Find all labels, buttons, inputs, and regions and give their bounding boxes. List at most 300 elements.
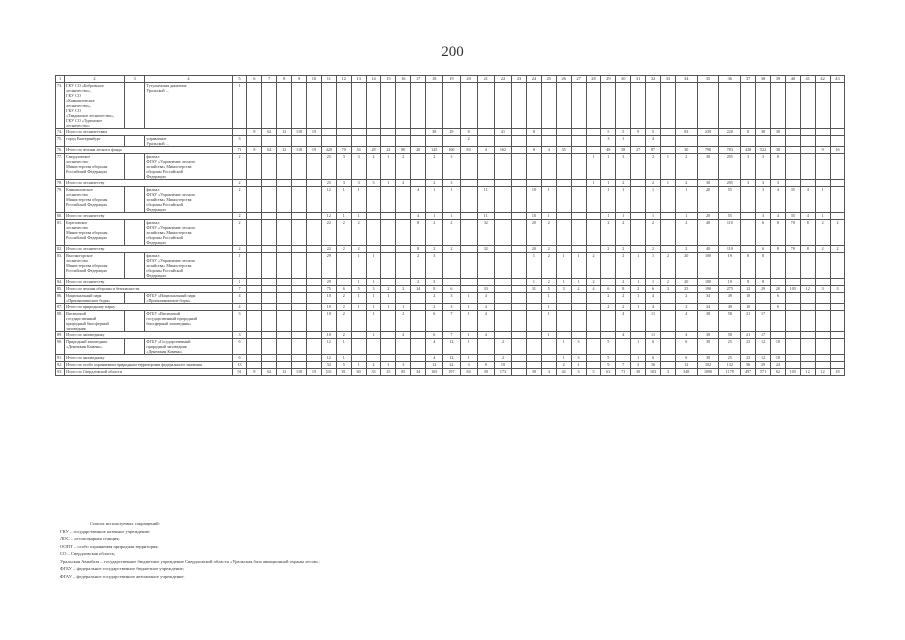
value-cell <box>336 83 351 129</box>
value-cell <box>262 253 277 279</box>
value-cell: 25 <box>321 180 336 187</box>
value-cell: 62 <box>262 369 277 376</box>
row-org-cell: Тугулымская динатома Уральской ... <box>145 83 232 129</box>
value-cell: 783 <box>719 147 741 154</box>
value-cell: 1 <box>571 253 586 279</box>
value-cell <box>477 154 494 180</box>
value-cell: 2 <box>381 286 396 293</box>
value-cell <box>556 83 571 129</box>
value-cell: 1 <box>381 154 396 180</box>
value-cell: 81 <box>336 369 351 376</box>
value-cell <box>411 355 426 362</box>
value-cell <box>556 304 571 311</box>
value-cell: 4 <box>586 286 601 293</box>
value-cell: 34 <box>697 293 719 304</box>
value-cell: 9 <box>601 362 616 369</box>
row-number-cell: 77. <box>56 154 65 180</box>
value-cell: 2 <box>571 286 586 293</box>
value-cell <box>351 332 366 339</box>
value-cell <box>830 154 845 180</box>
value-cell: 19 <box>307 129 322 136</box>
value-cell <box>381 220 396 246</box>
value-cell: 1 <box>426 213 443 220</box>
value-cell <box>512 246 527 253</box>
value-cell <box>460 180 477 187</box>
value-cell: 1 <box>460 293 477 304</box>
value-cell: 12 <box>756 339 771 355</box>
value-cell: 9 <box>631 129 646 136</box>
value-cell: 2 <box>541 246 556 253</box>
value-cell <box>756 304 771 311</box>
value-cell <box>477 180 494 187</box>
value-cell: 1 <box>351 293 366 304</box>
header-cell: 23 <box>512 76 527 83</box>
value-cell <box>785 362 800 369</box>
value-cell: 6 <box>770 304 785 311</box>
value-cell <box>785 339 800 355</box>
value-cell <box>411 332 426 339</box>
value-cell <box>631 213 646 220</box>
value-cell: 3 <box>351 180 366 187</box>
header-cell: 39 <box>770 76 785 83</box>
value-cell: 6 <box>756 246 771 253</box>
value-cell <box>366 187 381 213</box>
value-cell: 1 <box>660 154 675 180</box>
value-cell: 39 <box>526 369 541 376</box>
value-cell <box>411 339 426 355</box>
value-cell <box>541 339 556 355</box>
value-cell: 2 <box>631 286 646 293</box>
header-cell: 7 <box>262 76 277 83</box>
value-cell: 2 <box>601 220 616 246</box>
header-cell: 15 <box>381 76 396 83</box>
header-cell: 19 <box>443 76 460 83</box>
value-cell <box>277 293 292 304</box>
row-number-cell: 74. <box>56 129 65 136</box>
table-row <box>56 286 845 293</box>
value-cell: 1 <box>366 332 381 339</box>
value-cell <box>396 355 411 362</box>
value-cell: 3 <box>366 286 381 293</box>
value-cell: 1 <box>675 213 697 220</box>
value-cell <box>556 136 571 147</box>
value-cell: 1 <box>616 213 631 220</box>
row-org-cell: ФГБУ «Государственный природный заповедник «Денежкин Камень» <box>145 339 232 355</box>
value-cell: 30 <box>675 147 697 154</box>
value-cell: 2 <box>396 332 411 339</box>
value-cell <box>660 339 675 355</box>
value-cell: 31 <box>526 286 541 293</box>
value-cell: 3 <box>571 339 586 355</box>
value-cell: 10 <box>321 332 336 339</box>
value-cell: 3 <box>336 180 351 187</box>
value-cell: 3 <box>741 154 756 180</box>
value-cell: 8 <box>411 220 426 246</box>
value-cell: 1 <box>541 332 556 339</box>
value-cell: 3 <box>741 180 756 187</box>
value-cell <box>277 355 292 362</box>
value-cell <box>307 220 322 246</box>
value-cell: 5 <box>646 129 661 136</box>
value-cell: 1 <box>631 253 646 279</box>
value-cell: 8 <box>800 246 815 253</box>
value-cell: 49 <box>719 293 741 304</box>
value-cell: 1 <box>541 187 556 213</box>
value-cell: 1 <box>541 304 556 311</box>
value-cell: 8 <box>477 362 494 369</box>
value-cell <box>494 213 511 220</box>
value-cell: 2 <box>411 279 426 286</box>
value-cell <box>800 180 815 187</box>
value-cell <box>512 213 527 220</box>
value-cell <box>660 220 675 246</box>
value-cell: 5 <box>336 362 351 369</box>
value-cell <box>366 136 381 147</box>
value-cell <box>366 246 381 253</box>
value-cell: 30 <box>697 355 719 362</box>
value-cell <box>277 213 292 220</box>
value-cell: 2 <box>336 220 351 246</box>
value-cell <box>526 154 541 180</box>
value-cell: 14 <box>411 286 426 293</box>
value-cell: 3 <box>232 311 247 332</box>
value-cell: 8 <box>247 147 262 154</box>
header-cell: 10 <box>307 76 322 83</box>
page-number: 200 <box>441 44 464 60</box>
value-cell <box>247 332 262 339</box>
value-cell: 38 <box>426 129 443 136</box>
row-name-cell: город Екатеринбург <box>65 136 125 147</box>
value-cell: 4 <box>232 293 247 304</box>
value-cell: 3 <box>571 369 586 376</box>
value-cell <box>815 136 830 147</box>
value-cell <box>660 311 675 332</box>
value-cell: 798 <box>697 147 719 154</box>
value-cell <box>646 83 661 129</box>
value-cell <box>512 332 527 339</box>
value-cell: 62 <box>262 147 277 154</box>
value-cell: 29 <box>321 253 336 279</box>
value-cell: 1 <box>586 154 601 180</box>
value-cell: 1178 <box>719 369 741 376</box>
value-cell <box>396 220 411 246</box>
value-cell: 2 <box>815 220 830 246</box>
value-cell: 3 <box>556 286 571 293</box>
value-cell <box>770 279 785 286</box>
value-cell: 2 <box>426 180 443 187</box>
value-cell <box>247 279 262 286</box>
value-cell <box>556 311 571 332</box>
row-number-cell: 90. <box>56 339 65 355</box>
value-cell <box>571 293 586 304</box>
value-cell: 12 <box>321 355 336 362</box>
value-cell <box>586 355 601 362</box>
value-cell <box>307 311 322 332</box>
value-cell <box>460 213 477 220</box>
row-org-cell: филиал ФГАУ «Управление лесного хозяйства» Министерства обороны Российской Федерации <box>145 154 232 180</box>
value-cell: 1 <box>631 293 646 304</box>
value-cell <box>292 213 307 220</box>
value-cell <box>512 362 527 369</box>
value-cell <box>381 339 396 355</box>
value-cell <box>247 304 262 311</box>
value-cell: 2 <box>616 253 631 279</box>
row-title-cell: Итого по природному парку <box>65 304 232 311</box>
abbreviations-list <box>60 528 560 581</box>
value-cell: 3 <box>660 369 675 376</box>
value-cell <box>785 293 800 304</box>
value-cell: 1 <box>571 362 586 369</box>
value-cell: 3 <box>443 154 460 180</box>
value-cell: 2 <box>443 220 460 246</box>
header-cell: 5 <box>232 76 247 83</box>
value-cell <box>815 332 830 339</box>
row-number-cell: 88. <box>56 311 65 332</box>
value-cell: 19 <box>719 253 741 279</box>
value-cell: 25 <box>381 369 396 376</box>
value-cell <box>336 136 351 147</box>
value-cell <box>512 339 527 355</box>
value-cell: 22 <box>321 246 336 253</box>
value-cell <box>571 154 586 180</box>
value-cell: 2 <box>232 154 247 180</box>
value-cell: 1 <box>586 180 601 187</box>
value-cell: 162 <box>494 147 511 154</box>
value-cell <box>512 180 527 187</box>
value-cell: 1 <box>366 304 381 311</box>
value-cell <box>526 362 541 369</box>
value-cell <box>541 362 556 369</box>
value-cell: 12 <box>426 362 443 369</box>
value-cell: 4 <box>646 304 661 311</box>
value-cell: 1 <box>232 279 247 286</box>
row-title-cell: Итого по лесничеству <box>65 213 232 220</box>
value-cell <box>494 304 511 311</box>
value-cell <box>512 136 527 147</box>
value-cell: 20 <box>697 213 719 220</box>
value-cell <box>494 286 511 293</box>
value-cell <box>247 180 262 187</box>
value-cell: 10 <box>321 293 336 304</box>
table-row <box>56 253 845 279</box>
value-cell: 12 <box>800 286 815 293</box>
value-cell <box>381 83 396 129</box>
value-cell <box>477 83 494 129</box>
value-cell: 8 <box>756 279 771 286</box>
header-cell: 18 <box>426 76 443 83</box>
value-cell: 2 <box>460 136 477 147</box>
value-cell <box>815 293 830 304</box>
value-cell <box>571 147 586 154</box>
value-cell <box>443 136 460 147</box>
value-cell: 30 <box>697 154 719 180</box>
value-cell <box>660 136 675 147</box>
value-cell: 3 <box>830 286 845 293</box>
value-cell: 32 <box>477 220 494 246</box>
value-cell <box>785 253 800 279</box>
value-cell: 1090 <box>697 369 719 376</box>
value-cell: 12 <box>800 369 815 376</box>
value-cell <box>396 213 411 220</box>
value-cell <box>307 180 322 187</box>
row-name-cell: Березовское лесничество Министерства обороны Российской Федерации <box>65 220 125 246</box>
value-cell: 5 <box>541 286 556 293</box>
value-cell <box>277 339 292 355</box>
row-org-cell: филиал ФГАУ «Управление лесного хозяйства» Министерства обороны Российской Федерации <box>145 220 232 246</box>
value-cell <box>512 253 527 279</box>
header-cell: 40 <box>785 76 800 83</box>
value-cell <box>494 293 511 304</box>
value-cell: 6 <box>770 293 785 304</box>
row-name-cell: Висимский государственный природный биосферный заповедник <box>65 311 125 332</box>
value-cell <box>477 136 494 147</box>
value-cell <box>307 83 322 129</box>
value-cell <box>494 83 511 129</box>
header-cell: 37 <box>741 76 756 83</box>
value-cell: 11 <box>477 187 494 213</box>
value-cell: 428 <box>741 147 756 154</box>
table-row <box>56 147 845 154</box>
value-cell: 1 <box>675 187 697 213</box>
value-cell: 4 <box>646 136 661 147</box>
value-cell: 75 <box>321 286 336 293</box>
value-cell <box>586 246 601 253</box>
value-cell <box>815 311 830 332</box>
value-cell <box>660 187 675 213</box>
header-cell: 42 <box>815 76 830 83</box>
row-title-cell: Итого по заповеднику <box>65 355 232 362</box>
value-cell <box>785 304 800 311</box>
value-cell: 3 <box>756 213 771 220</box>
value-cell: 2 <box>426 246 443 253</box>
value-cell <box>526 83 541 129</box>
value-cell: 8 <box>741 279 756 286</box>
value-cell: 22 <box>381 147 396 154</box>
value-cell: 30 <box>631 369 646 376</box>
value-cell <box>800 339 815 355</box>
value-cell: 11 <box>477 213 494 220</box>
value-cell: 4 <box>675 311 697 332</box>
value-cell <box>586 339 601 355</box>
value-cell <box>800 253 815 279</box>
value-cell <box>586 332 601 339</box>
value-cell <box>262 246 277 253</box>
value-cell: 160 <box>443 147 460 154</box>
value-cell <box>247 213 262 220</box>
value-cell <box>396 83 411 129</box>
value-cell <box>785 279 800 286</box>
row-col3-cell <box>124 253 145 279</box>
value-cell <box>381 246 396 253</box>
value-cell: 6 <box>675 355 697 362</box>
value-cell <box>631 136 646 147</box>
value-cell: 110 <box>719 246 741 253</box>
value-cell: 3 <box>660 286 675 293</box>
value-cell: 2 <box>541 279 556 286</box>
value-cell <box>292 339 307 355</box>
value-cell <box>247 83 262 129</box>
value-cell: 1 <box>336 339 351 355</box>
value-cell <box>307 279 322 286</box>
value-cell <box>460 253 477 279</box>
value-cell: 2 <box>232 213 247 220</box>
value-cell: 2 <box>646 246 661 253</box>
value-cell: 32 <box>321 362 336 369</box>
value-cell <box>815 129 830 136</box>
header-cell: 30 <box>616 76 631 83</box>
value-cell: 16 <box>646 362 661 369</box>
value-cell: 12 <box>675 362 697 369</box>
value-cell: 2 <box>396 180 411 187</box>
value-cell <box>247 286 262 293</box>
value-cell: 25 <box>719 355 741 362</box>
value-cell: 4 <box>477 311 494 332</box>
value-cell: 2 <box>336 246 351 253</box>
value-cell: 2 <box>426 304 443 311</box>
value-cell <box>526 304 541 311</box>
value-cell <box>277 304 292 311</box>
value-cell <box>616 83 631 129</box>
value-cell: 2 <box>601 293 616 304</box>
value-cell <box>277 154 292 180</box>
header-cell: 41 <box>800 76 815 83</box>
value-cell: 5 <box>601 355 616 362</box>
value-cell <box>571 129 586 136</box>
value-cell <box>277 246 292 253</box>
row-org-cell: филиал ФГАУ «Управление лесного хозяйства» Министерства обороны Российской Федерации <box>145 253 232 279</box>
header-cell: 43 <box>830 76 845 83</box>
value-cell <box>381 332 396 339</box>
value-cell: 3 <box>426 279 443 286</box>
row-title-cell: Итого по лесничествам <box>65 129 232 136</box>
value-cell <box>277 180 292 187</box>
value-cell: 8 <box>770 246 785 253</box>
value-cell: 29 <box>756 286 771 293</box>
value-cell <box>366 220 381 246</box>
abbreviations-title: Список используемых сокращений: <box>90 521 160 526</box>
header-cell: 29 <box>601 76 616 83</box>
value-cell <box>262 293 277 304</box>
value-cell <box>351 83 366 129</box>
header-cell: 33 <box>660 76 675 83</box>
value-cell: 1 <box>460 332 477 339</box>
value-cell <box>541 355 556 362</box>
value-cell: 6 <box>646 286 661 293</box>
value-cell: 70 <box>785 220 800 246</box>
value-cell: 2 <box>396 311 411 332</box>
value-cell <box>396 253 411 279</box>
value-cell: 63 <box>601 369 616 376</box>
value-cell <box>292 220 307 246</box>
value-cell: 1 <box>556 253 571 279</box>
value-cell <box>756 293 771 304</box>
value-cell <box>494 220 511 246</box>
value-cell: 6 <box>601 286 616 293</box>
value-cell: 28 <box>366 147 381 154</box>
value-cell: 110 <box>719 220 741 246</box>
value-cell: 4 <box>477 293 494 304</box>
value-cell <box>366 129 381 136</box>
value-cell <box>262 180 277 187</box>
value-cell <box>262 213 277 220</box>
value-cell <box>586 362 601 369</box>
value-cell <box>307 213 322 220</box>
value-cell: 24 <box>770 362 785 369</box>
value-cell <box>815 339 830 355</box>
value-cell: 12 <box>321 187 336 213</box>
value-cell <box>830 279 845 286</box>
value-cell <box>571 213 586 220</box>
